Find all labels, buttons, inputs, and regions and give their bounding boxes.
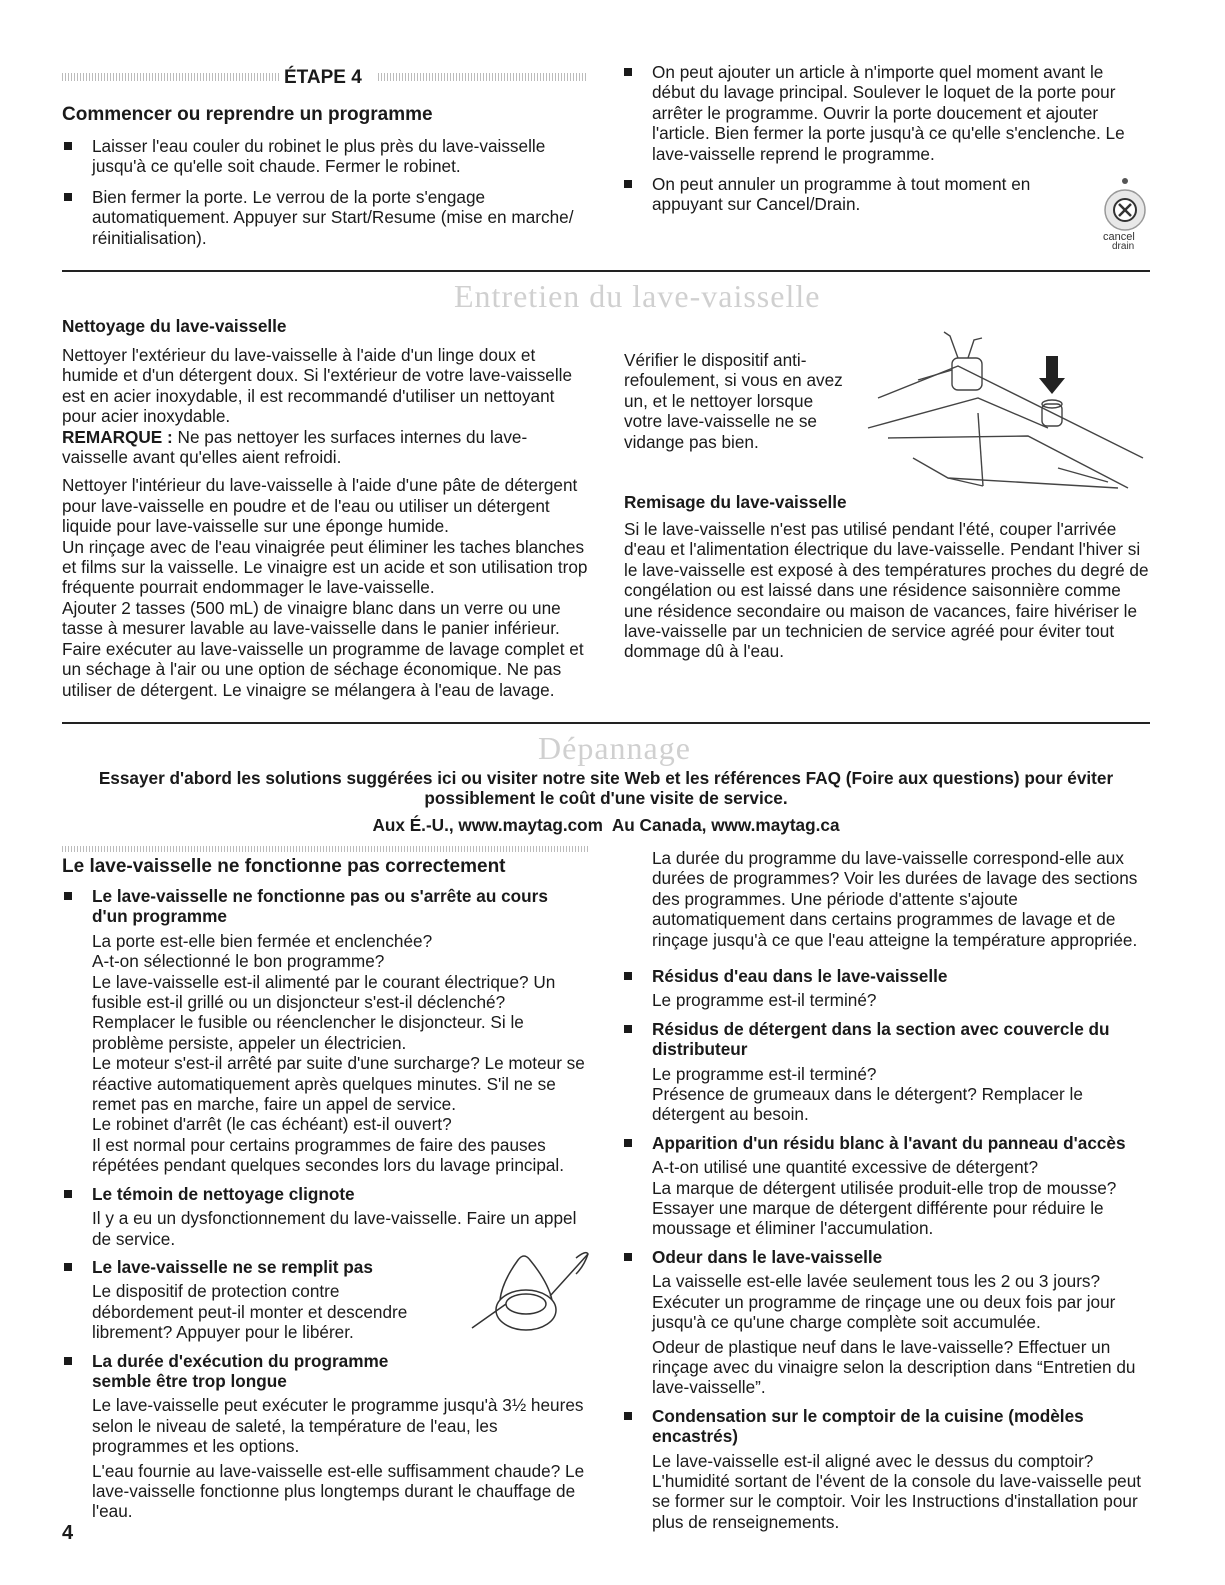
storage-heading: Remisage du lave-vaisselle [624,492,847,512]
trouble-item [622,1406,1152,1532]
step-bullet: Laisser l'eau couler du robinet le plus près du lave-vaisselle jusqu'à ce qu'elle soit chaude. Fermer le robinet. [62,136,592,177]
trouble-item-body [92,931,588,1176]
trouble-line: Le lave-vaisselle est-il alimenté par le courant électrique? Un fusible est-il grillé ou un disjoncteur s'est-il déclenché? Remplacer le fusible ou réenclencher le disjoncteur. Si le problème persiste, appeler un électricien. [92,971,556,1053]
trouble-line: Le moteur s'est-il arrêté par suite d'une surcharge? Le moteur se réactive automatiquement après quelques minutes. S'il ne se remet pas en marche, faire un appel de service. [92,1053,585,1115]
trouble-line: Le lave-vaisselle peut exécuter le programme jusqu'à 3½ heures selon le niveau de saleté, la température de l'eau, les programmes et les options. [92,1395,584,1457]
trouble-item [62,886,588,1176]
trouble-intro [62,768,1150,835]
trouble-item-heading: Odeur dans le lave-vaisselle [652,1246,883,1267]
trouble-line: Le programme est-il terminé? [652,990,877,1011]
trouble-item-body [652,1157,1152,1239]
trouble-item [622,1019,1152,1125]
care-title: Entretien du lave-vaisselle [454,278,821,314]
float-illustration [466,1248,596,1336]
trouble-item [62,1184,588,1249]
trouble-item-body [652,1451,1152,1533]
cleaning-heading: Nettoyage du lave-vaisselle [62,316,287,336]
trouble-item-heading: Le lave-vaisselle ne fonctionne pas ou s'arrête au cours d'un programme [92,886,548,927]
cleaning-paragraph: Nettoyer l'extérieur du lave-vaisselle à l'aide d'un linge doux et humide et d'un détergent doux. Si l'extérieur de votre lave-vaisselle est en acier inoxydable, il est recommandé d'utiliser un nettoyant pour acier inoxydable. [62,345,573,427]
trouble-line: La porte est-elle bien fermée et enclenchée? [92,930,433,951]
cancel-label: cancel [1103,231,1135,243]
trouble-item-heading: Apparition d'un résidu blanc à l'avant du panneau d'accès [652,1132,1126,1153]
trouble-line: La marque de détergent utilisée produit-elle trop de mousse? Essayer une marque de détergent différente pour réduire le moussage et éliminer l'accumulation. [652,1177,1117,1239]
step-bullet: On peut ajouter un article à n'importe quel moment avant le début du lavage principal. Soulever le loquet de la porte pour arrêter le programme. Ouvrir la porte doucement et ajouter l'article. Bien fermer la porte jusqu'à ce qu'elle s'enclenche. Le lave-vaisselle reprend le programme. [622,62,1150,164]
cleaning-paragraph: Ajouter 2 tasses (500 mL) de vinaigre blanc dans un verre ou une tasse à mesurer lavable au lave-vaisselle dans le panier inférieur. Faire exécuter au lave-vaisselle un programme de lavage complet et un séchage à l'air ou une option de séchage économique. Ne pas utiliser de détergent. Le vinaigre se mélangera à l'eau de lavage. [62,597,584,700]
trouble-line: Odeur de plastique neuf dans le lave-vaisselle? Effectuer un rinçage avec du vinaigre selon la description dans “Entretien du lave-vaisselle”. [652,1336,1136,1398]
trouble-item-body [652,1064,1152,1125]
intro-websites: Aux É.-U., www.maytag.com Au Canada, www.maytag.ca [372,814,840,835]
step-bullet: Bien fermer la porte. Le verrou de la porte s'engage automatiquement. Appuyer sur Start/Resume (mise en marche/ réinitialisation). [62,187,592,248]
trouble-line: A-t-on sélectionné le bon programme? [92,951,385,972]
divider [62,722,1150,724]
step-bullet: On peut annuler un programme à tout moment en appuyant sur Cancel/Drain. [622,174,1150,215]
trouble-line: Le programme est-il terminé? [652,1063,877,1084]
sink-air-gap-illustration [858,318,1158,490]
step-left-list [62,136,592,248]
trouble-left-list [62,886,588,1522]
trouble-line: Il est normal pour certains programmes de faire des pauses répétées pendant quelques secondes lors du lavage principal. [92,1134,565,1176]
trouble-line: Il y a eu un dysfonctionnement du lave-vaisselle. Faire un appel de service. [92,1208,577,1249]
trouble-item [622,1133,1152,1239]
trouble-line: Le robinet d'arrêt (le cas échéant) est-il ouvert? [92,1114,452,1135]
trouble-item-heading: Résidus d'eau dans le lave-vaisselle [652,966,948,986]
trouble-section-heading: Le lave-vaisselle ne fonctionne pas correctement [62,856,506,877]
step-right-list [622,62,1150,215]
section-band [62,846,590,852]
remarque-paragraph [62,427,592,468]
step-header: ÉTAPE 4 [284,67,362,88]
step-header-band-left [62,73,280,81]
trouble-item [62,1351,588,1522]
step-header-band-right [378,73,588,81]
trouble-item-heading: Le lave-vaisselle ne se remplit pas [92,1256,373,1277]
trouble-right-continuation: La durée du programme du lave-vaisselle correspond-elle aux durées de programmes? Voir les durées de lavage des sections des programmes. Une période d'attente s'ajoute automatiquement dans certains programmes de lavage et de rinçage jusqu'à ce que l'eau atteigne la température appropriée. [652,848,1138,950]
storage-text: Si le lave-vaisselle n'est pas utilisé pendant l'été, couper l'arrivée d'eau et l'alimentation électrique du lave-vaisselle. Pendant l'hiver si le lave-vaisselle est exposé à des températures proches du degré de congélation ou est laissé dans une résidence saisonnière comme une résidence secondaire ou maison de vacances, faire hivériser le lave-vaisselle par un technicien de service agréé pour éviter tout dommage dû à l'eau. [624,519,1149,662]
trouble-title: Dépannage [538,730,691,766]
trouble-item-heading: La durée d'exécution du programme semble être trop longue [92,1350,389,1391]
trouble-item-body [92,1208,588,1249]
trouble-item [622,1247,1152,1398]
trouble-line: L'eau fournie au lave-vaisselle est-elle suffisamment chaude? Le lave-vaisselle fonctionne plus longtemps durant le chauffage de l'eau. [92,1460,585,1522]
trouble-item-body [652,1271,1152,1397]
remarque-text: Ne pas nettoyer les surfaces internes du lave-vaisselle avant qu'elles aient refroidi. [62,426,528,468]
trouble-line: La vaisselle est-elle lavée seulement tous les 2 ou 3 jours? Exécuter un programme de rinçage une ou deux fois par jour jusqu'à ce qu'une charge complète soit accumulée. [652,1271,1116,1333]
trouble-item-heading: Condensation sur le comptoir de la cuisine (modèles encastrés) [652,1405,1084,1447]
intro-line: possiblement le coût d'une visite de service. [424,788,788,809]
cancel-icon [1103,188,1147,232]
divider [62,270,1150,272]
indicator-dot-icon [1122,178,1128,184]
trouble-right-list [622,966,1152,1532]
cancel-drain-button-illustration [1098,172,1158,262]
drain-label: drain [1112,241,1135,252]
intro-line: Essayer d'abord les solutions suggérées ici ou visiter notre site Web et les références FAQ (Foire aux questions) pour éviter [98,768,1114,788]
cleaning-body [62,345,592,700]
trouble-line: Le lave-vaisselle est-il aligné avec le dessus du comptoir? L'humidité sortant de l'évent de la console du lave-vaisselle peut se former sur le comptoir. Voir les Instructions d'installation pour plus de renseignements. [652,1450,1142,1532]
cleaning-paragraph: Nettoyer l'intérieur du lave-vaisselle à l'aide d'une pâte de détergent pour lave-vaisselle en poudre et de l'eau ou utiliser un détergent liquide pour lave-vaisselle sur une éponge humide. [62,475,578,537]
trouble-item-heading: Le témoin de nettoyage clignote [92,1183,355,1204]
trouble-item-heading: Résidus de détergent dans la section avec couvercle du distributeur [652,1018,1110,1060]
step-title: Commencer ou reprendre un programme [62,104,433,125]
trouble-item-body [92,1395,588,1521]
trouble-item-body [92,1281,438,1342]
trouble-line: Présence de grumeaux dans le détergent? Remplacer le détergent au besoin. [652,1084,1083,1125]
trouble-item [622,966,1152,1011]
trouble-line: A-t-on utilisé une quantité excessive de détergent? [652,1157,1039,1178]
page-number: 4 [62,1522,74,1544]
trouble-line: Le dispositif de protection contre débordement peut-il monter et descendre librement? Appuyer pour le libérer. [92,1281,408,1343]
cleaning-paragraph: Un rinçage avec de l'eau vinaigrée peut éliminer les taches blanches et films sur la vaisselle. Le vinaigre est un acide et son utilisation trop fréquente pourrait endommager le lave-vaisselle. [62,536,588,598]
remarque-label: REMARQUE : [62,426,173,447]
airgap-text: Vérifier le dispositif anti-refoulement, si vous en avez un, et le nettoyer lorsque votre lave-vaisselle ne se vidange pas bien. [624,350,843,452]
trouble-item-body [652,990,1152,1010]
down-arrow-icon [1039,356,1065,394]
